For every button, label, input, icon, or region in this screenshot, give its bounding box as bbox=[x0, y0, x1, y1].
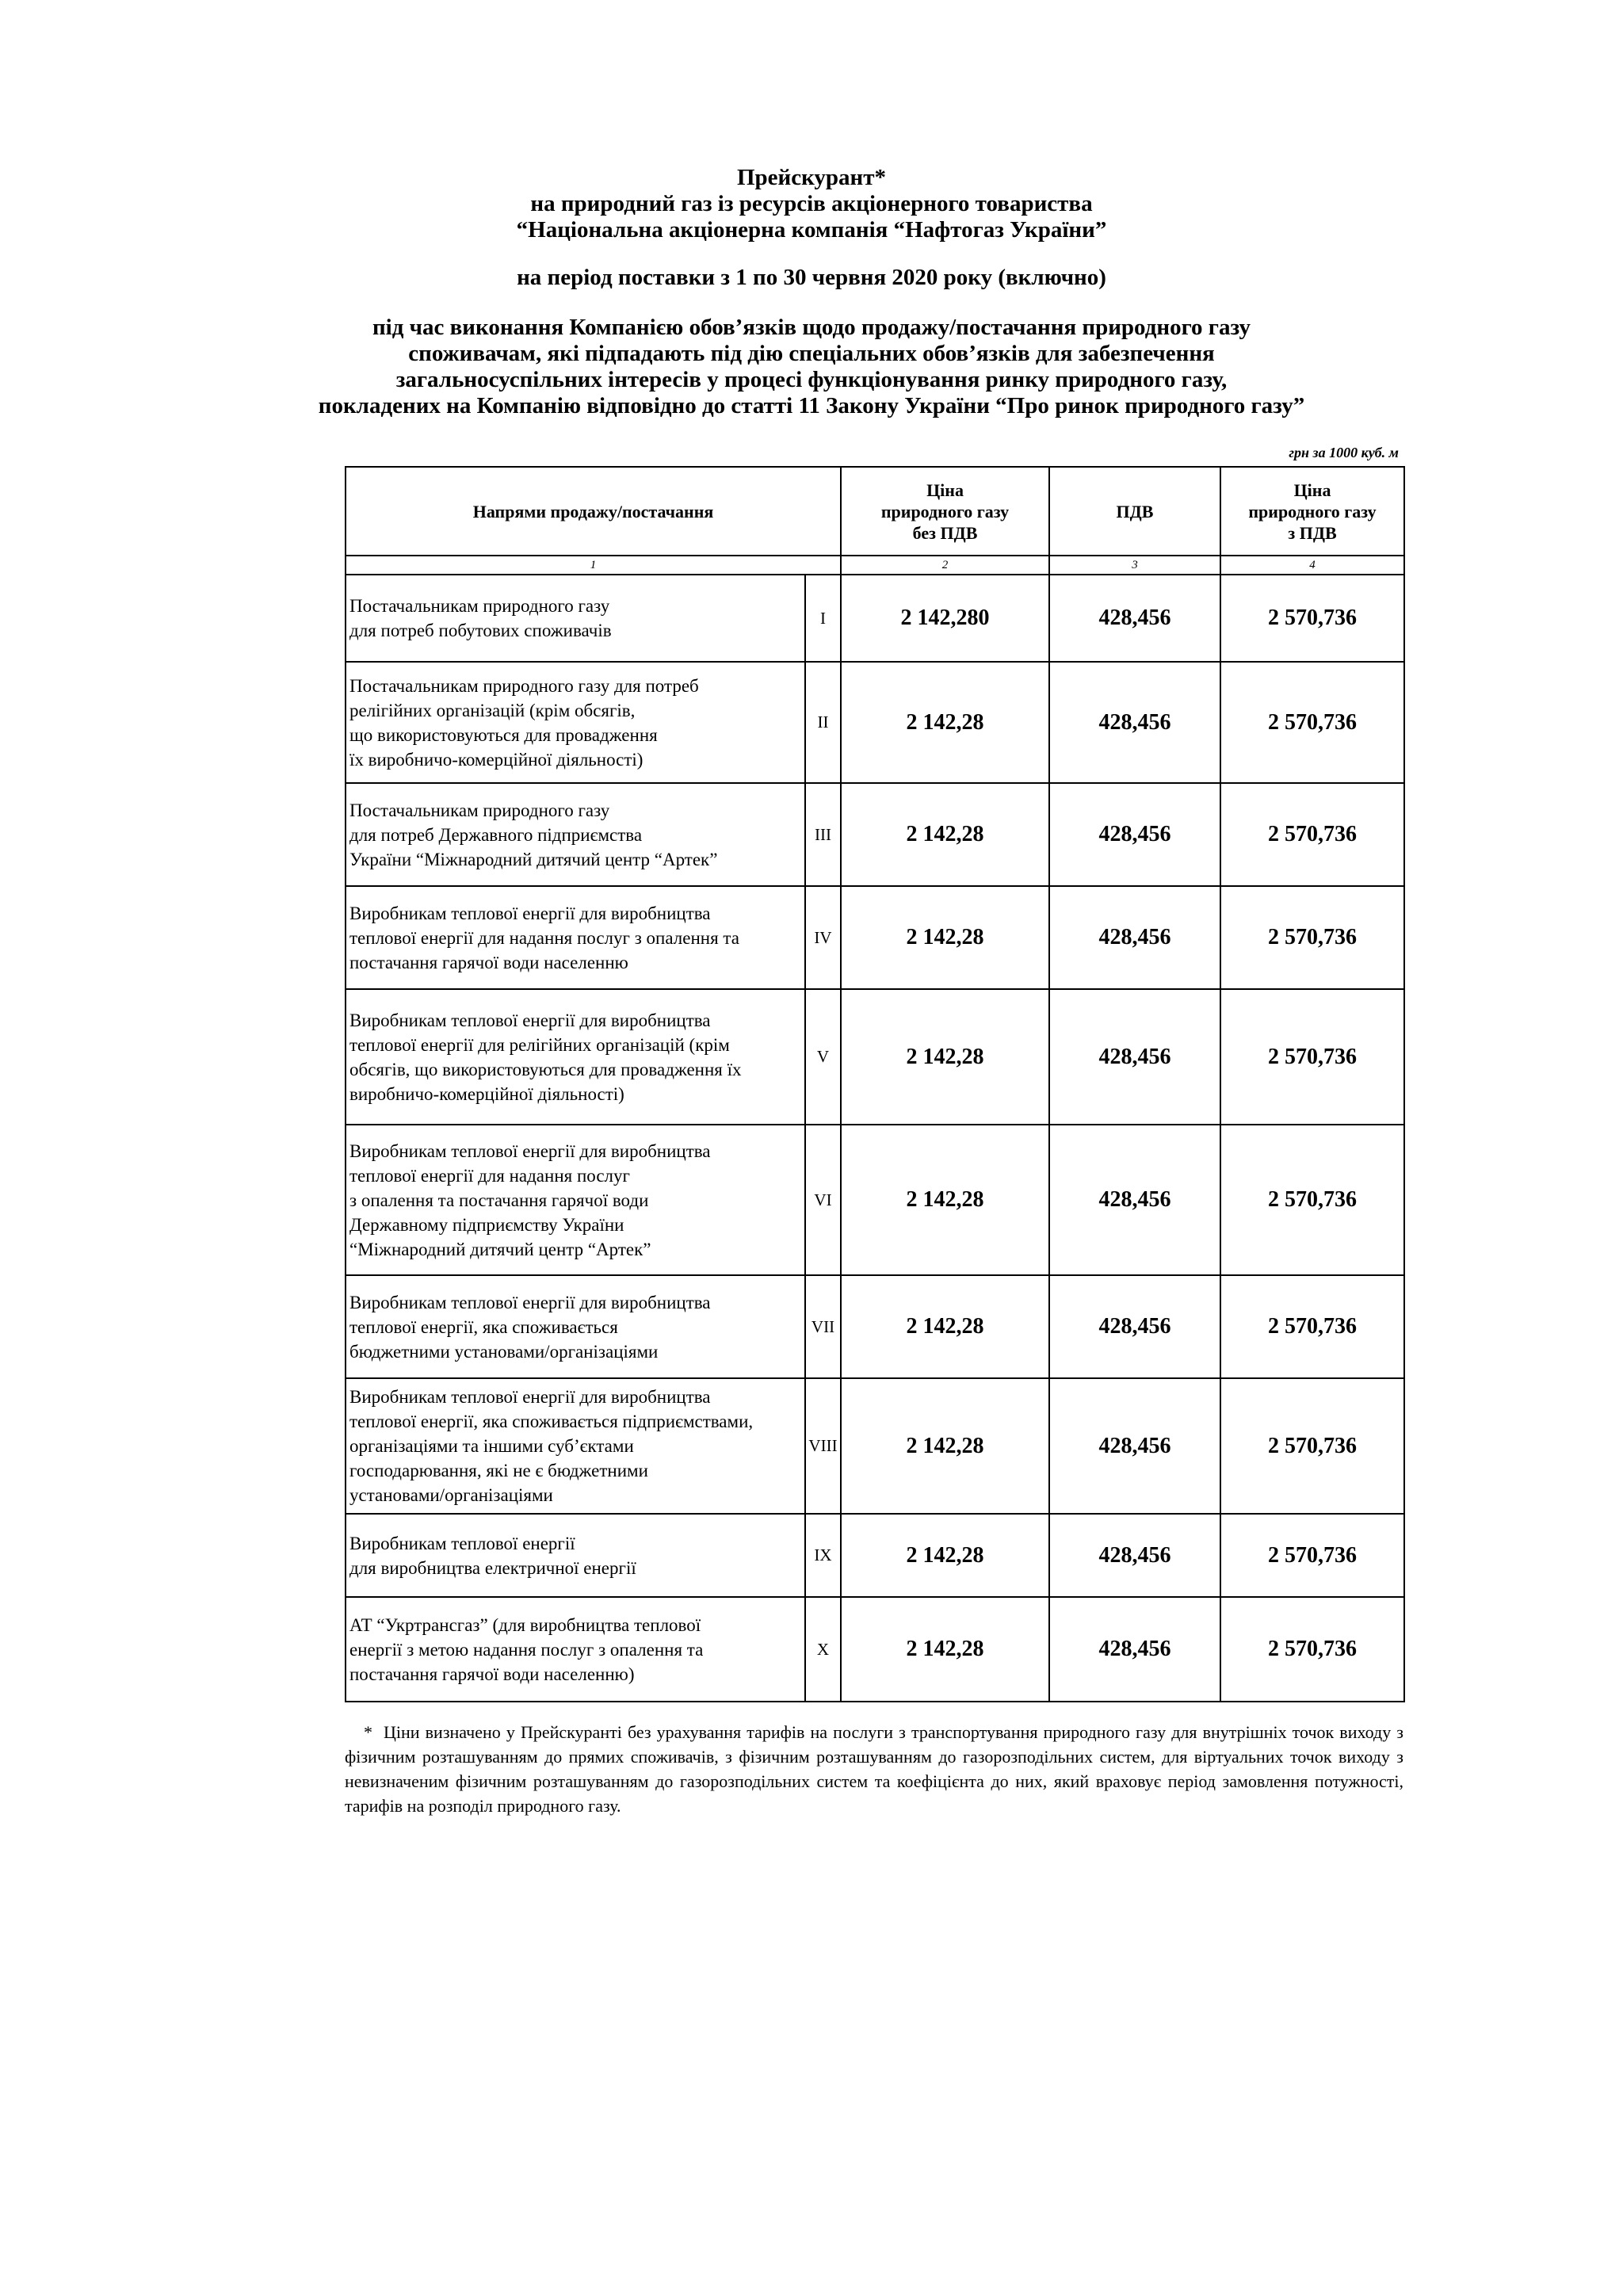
price-without-vat-cell: 2 142,28 bbox=[841, 886, 1049, 989]
table-row bbox=[346, 989, 1404, 1125]
column-number: 1 bbox=[346, 556, 841, 575]
price-table bbox=[345, 466, 1405, 1702]
header-line: без ПДВ bbox=[912, 522, 978, 543]
description-line: що використовуються для провадження bbox=[349, 724, 658, 745]
price-with-vat-cell: 2 570,736 bbox=[1220, 886, 1404, 989]
description-line: постачання гарячої води населенню bbox=[349, 952, 628, 972]
footnote-text: Ціни визначено у Прейскуранті без урахування тарифів на послуги з транспортування природного газу для внутрішніх точок виходу з фізичним розташуванням до прямих споживачів, з фізичним розташуванням до газорозподільних систем, для віртуальних точок виходу з невизначеним фізичним розташуванням до газорозподільних систем та коефіцієнта до них, який враховує період замовлення потужності, тарифів на розподіл природного газу. bbox=[345, 1722, 1403, 1816]
description-line: господарювання, які не є бюджетними bbox=[349, 1461, 648, 1480]
header-price-with-vat bbox=[1220, 467, 1404, 556]
row-roman-numeral: I bbox=[805, 575, 841, 662]
header-line: Ціна bbox=[926, 479, 964, 500]
description-line: України “Міжнародний дитячий центр “Артек” bbox=[349, 849, 718, 869]
vat-cell: 428,456 bbox=[1049, 1378, 1220, 1514]
row-description bbox=[346, 783, 805, 886]
price-without-vat-cell: 2 142,28 bbox=[841, 1275, 1049, 1378]
title-line: на природний газ із ресурсів акціонерного товариства bbox=[530, 191, 1093, 216]
price-without-vat-cell: 2 142,28 bbox=[841, 1597, 1049, 1702]
row-roman-numeral: VIII bbox=[805, 1378, 841, 1514]
row-description bbox=[346, 1597, 805, 1702]
description-line: Виробникам теплової енергії bbox=[349, 1533, 575, 1553]
description-line: Виробникам теплової енергії для виробництва bbox=[349, 1292, 711, 1312]
header-direction: Напрями продажу/постачання bbox=[346, 467, 841, 556]
row-description bbox=[346, 1275, 805, 1378]
row-description bbox=[346, 662, 805, 783]
table-row bbox=[346, 783, 1404, 886]
table-row bbox=[346, 886, 1404, 989]
table-row bbox=[346, 1514, 1404, 1597]
footnote-mark: * bbox=[364, 1722, 372, 1742]
units-note: грн за 1000 куб. м bbox=[1289, 445, 1399, 460]
price-without-vat-cell: 2 142,28 bbox=[841, 989, 1049, 1125]
document-subtitle bbox=[0, 315, 1623, 419]
description-line: теплової енергії, яка споживається bbox=[349, 1316, 618, 1337]
table-row bbox=[346, 1125, 1404, 1275]
column-number: 2 bbox=[841, 556, 1049, 575]
description-line: для виробництва електричної енергії bbox=[349, 1557, 636, 1578]
price-without-vat-cell: 2 142,280 bbox=[841, 575, 1049, 662]
title-line: Прейскурант* bbox=[736, 165, 887, 190]
description-line: енергії з метою надання послуг з опалення та bbox=[349, 1639, 704, 1660]
description-line: установами/організаціями bbox=[349, 1485, 553, 1505]
header-line: Ціна bbox=[1293, 479, 1331, 500]
header-line: природного газу bbox=[1248, 501, 1377, 521]
subtitle-line: загальносуспільних інтересів у процесі функціонування ринку природного газу, bbox=[395, 367, 1228, 392]
description-line: з опалення та постачання гарячої води bbox=[349, 1190, 649, 1210]
description-line: Постачальникам природного газу bbox=[349, 596, 610, 616]
price-without-vat-cell: 2 142,28 bbox=[841, 1514, 1049, 1597]
description-line: виробничо-комерційної діяльності) bbox=[349, 1083, 624, 1104]
vat-cell: 428,456 bbox=[1049, 1275, 1220, 1378]
price-without-vat-cell: 2 142,28 bbox=[841, 783, 1049, 886]
subtitle-line: споживачам, які підпадають під дію спеціальних обов’язків для забезпечення bbox=[408, 341, 1215, 366]
vat-cell: 428,456 bbox=[1049, 1597, 1220, 1702]
delivery-period bbox=[0, 265, 1623, 291]
table-row bbox=[346, 575, 1404, 662]
table-body bbox=[346, 575, 1404, 1702]
description-line: “Міжнародний дитячий центр “Артек” bbox=[349, 1239, 651, 1259]
price-with-vat-cell: 2 570,736 bbox=[1220, 1597, 1404, 1702]
table-row bbox=[346, 1275, 1404, 1378]
period-line: на період поставки з 1 по 30 червня 2020 року (включно) bbox=[517, 265, 1106, 290]
row-roman-numeral: V bbox=[805, 989, 841, 1125]
table-header-row bbox=[346, 467, 1404, 556]
description-line: релігійних організацій (крім обсягів, bbox=[349, 700, 636, 720]
price-with-vat-cell: 2 570,736 bbox=[1220, 575, 1404, 662]
table-row bbox=[346, 1378, 1404, 1514]
row-roman-numeral: X bbox=[805, 1597, 841, 1702]
description-line: теплової енергії, яка споживається підприємствами, bbox=[349, 1412, 754, 1431]
column-number-row bbox=[346, 556, 1404, 575]
description-line: Виробникам теплової енергії для виробництва bbox=[349, 903, 711, 923]
row-roman-numeral: VII bbox=[805, 1275, 841, 1378]
header-line: природного газу bbox=[880, 501, 1010, 521]
subtitle-line: під час виконання Компанією обов’язків щодо продажу/постачання природного газу bbox=[372, 315, 1251, 340]
row-description bbox=[346, 886, 805, 989]
footnote bbox=[345, 1720, 1403, 1818]
subtitle-line: покладених на Компанію відповідно до статті 11 Закону України “Про ринок природного газу” bbox=[318, 393, 1305, 418]
vat-cell: 428,456 bbox=[1049, 1125, 1220, 1275]
price-with-vat-cell: 2 570,736 bbox=[1220, 1275, 1404, 1378]
row-roman-numeral: III bbox=[805, 783, 841, 886]
row-roman-numeral: II bbox=[805, 662, 841, 783]
header-line: з ПДВ bbox=[1288, 522, 1337, 543]
document-title bbox=[0, 165, 1623, 243]
column-number: 3 bbox=[1049, 556, 1220, 575]
price-with-vat-cell: 2 570,736 bbox=[1220, 1378, 1404, 1514]
description-line: для потреб Державного підприємства bbox=[349, 824, 643, 845]
vat-cell: 428,456 bbox=[1049, 989, 1220, 1125]
row-description bbox=[346, 1514, 805, 1597]
description-line: організаціями та іншими суб’єктами bbox=[349, 1436, 634, 1456]
description-line: Виробникам теплової енергії для виробництва bbox=[349, 1010, 711, 1030]
description-line: АТ “Укртрансгаз” (для виробництва теплової bbox=[349, 1614, 701, 1635]
description-line: постачання гарячої води населенню) bbox=[349, 1664, 635, 1684]
description-line: Постачальникам природного газу bbox=[349, 800, 610, 820]
table-row bbox=[346, 662, 1404, 783]
row-description bbox=[346, 1378, 805, 1514]
price-with-vat-cell: 2 570,736 bbox=[1220, 1514, 1404, 1597]
description-line: теплової енергії для релігійних організацій (крім bbox=[349, 1034, 730, 1055]
description-line: Постачальникам природного газу для потреб bbox=[349, 675, 699, 696]
vat-cell: 428,456 bbox=[1049, 783, 1220, 886]
row-description bbox=[346, 1125, 805, 1275]
price-without-vat-cell: 2 142,28 bbox=[841, 1125, 1049, 1275]
row-roman-numeral: IV bbox=[805, 886, 841, 989]
row-description bbox=[346, 989, 805, 1125]
vat-cell: 428,456 bbox=[1049, 662, 1220, 783]
description-line: для потреб побутових споживачів bbox=[349, 621, 612, 640]
price-without-vat-cell: 2 142,28 bbox=[841, 1378, 1049, 1514]
description-line: Державному підприємству України bbox=[349, 1214, 624, 1235]
price-without-vat-cell: 2 142,28 bbox=[841, 662, 1049, 783]
description-line: Виробникам теплової енергії для виробництва bbox=[349, 1387, 711, 1407]
header-price-no-vat bbox=[841, 467, 1049, 556]
price-with-vat-cell: 2 570,736 bbox=[1220, 783, 1404, 886]
price-with-vat-cell: 2 570,736 bbox=[1220, 989, 1404, 1125]
column-number: 4 bbox=[1220, 556, 1404, 575]
price-with-vat-cell: 2 570,736 bbox=[1220, 1125, 1404, 1275]
description-line: обсягів, що використовуються для провадження їх bbox=[349, 1059, 742, 1079]
header-vat: ПДВ bbox=[1049, 467, 1220, 556]
title-line: “Національна акціонерна компанія “Нафтогаз України” bbox=[516, 217, 1107, 243]
vat-cell: 428,456 bbox=[1049, 886, 1220, 989]
description-line: теплової енергії для надання послуг bbox=[349, 1165, 630, 1186]
vat-cell: 428,456 bbox=[1049, 1514, 1220, 1597]
row-roman-numeral: VI bbox=[805, 1125, 841, 1275]
row-roman-numeral: IX bbox=[805, 1514, 841, 1597]
price-with-vat-cell: 2 570,736 bbox=[1220, 662, 1404, 783]
description-line: теплової енергії для надання послуг з опалення та bbox=[349, 927, 739, 948]
description-line: Виробникам теплової енергії для виробництва bbox=[349, 1140, 711, 1161]
table-row bbox=[346, 1597, 1404, 1702]
row-description bbox=[346, 575, 805, 662]
vat-cell: 428,456 bbox=[1049, 575, 1220, 662]
description-line: бюджетними установами/організаціями bbox=[349, 1341, 659, 1362]
description-line: їх виробничо-комерційної діяльності) bbox=[349, 749, 643, 770]
